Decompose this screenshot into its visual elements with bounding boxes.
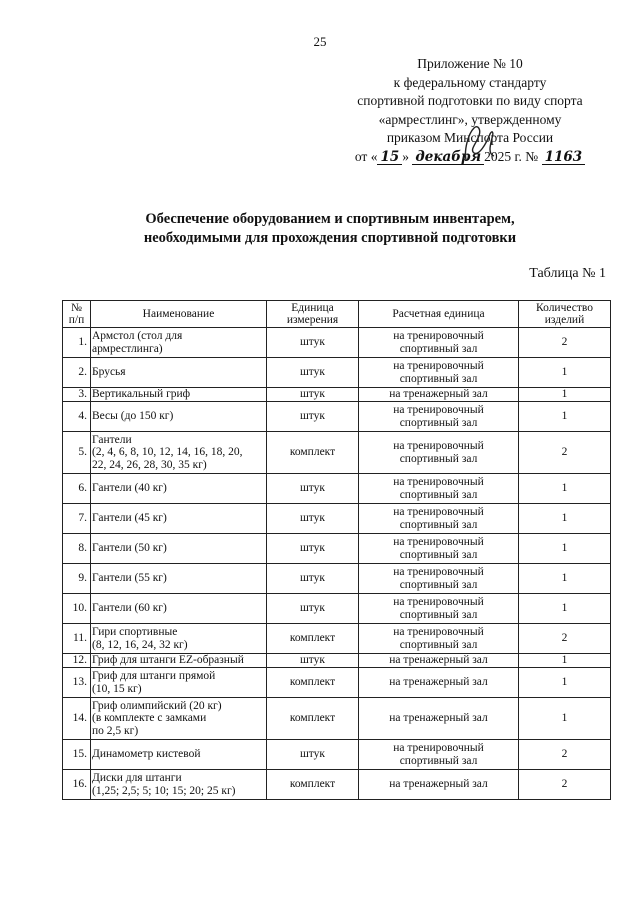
row-number: 15.: [63, 740, 91, 770]
order-number-handwritten: 1163: [542, 150, 586, 165]
calculation-unit-line: спортивный зал: [399, 372, 478, 385]
table-row: [63, 740, 611, 770]
calculation-unit-line: на тренировочный: [393, 440, 484, 452]
item-name-line: Гантели (45 кг): [92, 512, 167, 525]
header-line-appendix: Приложение № 10: [417, 56, 523, 71]
calculation-unit-line: спортивный зал: [399, 548, 478, 561]
header-qty-line-1: Количество: [536, 301, 593, 314]
item-name-line: Гантели (40 кг): [92, 482, 167, 495]
item-name-line: (2, 4, 6, 8, 10, 12, 14, 16, 18, 20,: [92, 446, 243, 459]
quantity: 1: [519, 564, 611, 594]
date-year: 2025 г. №: [484, 148, 539, 164]
row-number: 9.: [63, 564, 91, 594]
calculation-unit-line: на тренажерный зал: [389, 712, 488, 725]
calculation-unit: [359, 654, 519, 668]
quantity: 1: [519, 534, 611, 564]
quantity: 1: [519, 668, 611, 698]
calculation-unit-line: спортивный зал: [399, 638, 478, 651]
row-number: 1.: [63, 328, 91, 358]
unit-of-measure: комплект: [267, 432, 359, 474]
unit-of-measure: комплект: [267, 624, 359, 654]
unit-of-measure: штук: [267, 358, 359, 388]
row-number: 16.: [63, 770, 91, 800]
unit-of-measure: комплект: [267, 668, 359, 698]
calculation-unit-line: спортивный зал: [399, 452, 478, 465]
item-name-line: 22, 24, 26, 28, 30, 35 кг): [92, 458, 207, 471]
calculation-unit-line: спортивный зал: [399, 754, 478, 767]
quantity: 1: [519, 358, 611, 388]
calculation-unit-line: на тренировочный: [393, 330, 484, 342]
calculation-unit-line: на тренажерный зал: [389, 388, 488, 401]
row-number: 13.: [63, 668, 91, 698]
item-name: [91, 328, 267, 358]
table-row: [63, 328, 611, 358]
calculation-unit-line: на тренировочный: [393, 626, 484, 638]
quantity: 1: [519, 654, 611, 668]
unit-of-measure: штук: [267, 740, 359, 770]
item-name: [91, 432, 267, 474]
unit-of-measure: штук: [267, 534, 359, 564]
quantity: 2: [519, 432, 611, 474]
header-num: [63, 301, 91, 328]
quantity: 1: [519, 594, 611, 624]
header-num-line-2: п/п: [68, 314, 85, 326]
calculation-unit: [359, 328, 519, 358]
table-row: [63, 504, 611, 534]
calculation-unit: [359, 668, 519, 698]
item-name: [91, 504, 267, 534]
calculation-unit-line: на тренажерный зал: [389, 654, 488, 667]
item-name-line: Диски для штанги: [92, 772, 182, 784]
item-name-line: Брусья: [92, 366, 126, 379]
calculation-unit-line: на тренировочный: [393, 742, 484, 754]
item-name-line: Гантели (55 кг): [92, 572, 167, 585]
unit-of-measure: штук: [267, 402, 359, 432]
calculation-unit: [359, 740, 519, 770]
calculation-unit-line: спортивный зал: [399, 518, 478, 531]
calculation-unit-line: на тренировочный: [393, 506, 484, 518]
item-name: [91, 358, 267, 388]
calculation-unit: [359, 504, 519, 534]
table-label: Таблица № 1: [529, 266, 606, 281]
table-row: [63, 770, 611, 800]
table-row: [63, 388, 611, 402]
calculation-unit-line: спортивный зал: [399, 578, 478, 591]
calculation-unit: [359, 624, 519, 654]
calculation-unit-line: на тренажерный зал: [389, 676, 488, 689]
quantity: 1: [519, 474, 611, 504]
item-name: [91, 654, 267, 668]
quantity: 2: [519, 328, 611, 358]
item-name: [91, 668, 267, 698]
item-name-line: Гантели (60 кг): [92, 602, 167, 615]
title-line-1: Обеспечение оборудованием и спортивным инвентарем,: [145, 211, 515, 227]
item-name: [91, 402, 267, 432]
item-name: [91, 740, 267, 770]
item-name-line: Весы (до 150 кг): [92, 410, 174, 423]
quantity: 1: [519, 504, 611, 534]
date-mid: »: [402, 148, 409, 164]
row-number: 11.: [63, 624, 91, 654]
calculation-unit: [359, 432, 519, 474]
header-qty: [519, 301, 611, 328]
calculation-unit-line: спортивный зал: [399, 608, 478, 621]
unit-of-measure: штук: [267, 328, 359, 358]
unit-of-measure: штук: [267, 594, 359, 624]
item-name: [91, 698, 267, 740]
item-name: [91, 594, 267, 624]
row-number: 14.: [63, 698, 91, 740]
calculation-unit-line: на тренировочный: [393, 596, 484, 608]
calculation-unit: [359, 698, 519, 740]
item-name: [91, 388, 267, 402]
date-prefix: от «: [354, 148, 378, 164]
item-name-line: Гриф для штанги EZ-образный: [92, 654, 244, 667]
table-header-row: [63, 301, 611, 328]
item-name: [91, 474, 267, 504]
row-number: 6.: [63, 474, 91, 504]
table-row: [63, 534, 611, 564]
header-num-line-1: №: [71, 301, 82, 314]
table-row: [63, 358, 611, 388]
table-row: [63, 698, 611, 740]
row-number: 7.: [63, 504, 91, 534]
calculation-unit-line: на тренажерный зал: [389, 778, 488, 791]
header-line-order: приказом Минспорта России: [386, 130, 554, 145]
item-name-line: по 2,5 кг): [92, 724, 139, 737]
header-unit: [267, 301, 359, 328]
title-line-2: необходимыми для прохождения спортивной подготовки: [143, 230, 517, 246]
calculation-unit: [359, 534, 519, 564]
calculation-unit: [359, 770, 519, 800]
signature-scribble: [448, 120, 508, 162]
item-name: [91, 564, 267, 594]
item-name-line: Гири спортивные: [92, 626, 178, 638]
header-unit-line-2: измерения: [286, 314, 339, 326]
row-number: 5.: [63, 432, 91, 474]
item-name-line: армрестлинга): [92, 342, 163, 355]
calculation-unit: [359, 564, 519, 594]
calculation-unit-line: на тренировочный: [393, 566, 484, 578]
item-name-line: (8, 12, 16, 24, 32 кг): [92, 638, 188, 651]
quantity: 2: [519, 624, 611, 654]
item-name-line: Вертикальный гриф: [92, 388, 191, 401]
calculation-unit-line: на тренировочный: [393, 404, 484, 416]
unit-of-measure: комплект: [267, 770, 359, 800]
table-row: [63, 594, 611, 624]
item-name: [91, 624, 267, 654]
unit-of-measure: штук: [267, 474, 359, 504]
row-number: 3.: [63, 388, 91, 402]
table-body: [63, 328, 611, 800]
item-name-line: Динамометр кистевой: [92, 748, 201, 761]
row-number: 10.: [63, 594, 91, 624]
item-name-line: Армстол (стол для: [92, 330, 183, 342]
calculation-unit-line: на тренировочный: [393, 536, 484, 548]
calculation-unit-line: на тренировочный: [393, 360, 484, 372]
item-name-line: (в комплекте с замками: [92, 712, 207, 725]
table-row: [63, 402, 611, 432]
calculation-unit-line: спортивный зал: [399, 342, 478, 355]
unit-of-measure: штук: [267, 388, 359, 402]
calculation-unit: [359, 388, 519, 402]
unit-of-measure: штук: [267, 564, 359, 594]
equipment-table: [62, 300, 611, 800]
quantity: 1: [519, 698, 611, 740]
header-line-standard: к федеральному стандарту: [393, 74, 547, 90]
date-month-handwritten: декабря: [412, 150, 484, 165]
header-line-armwrestling: «армрестлинг», утвержденному: [378, 111, 562, 127]
row-number: 12.: [63, 654, 91, 668]
item-name-line: (10, 15 кг): [92, 682, 142, 695]
table-row: [63, 564, 611, 594]
table-row: [63, 654, 611, 668]
date-day-handwritten: 15: [377, 150, 402, 165]
header-name: Наименование: [91, 301, 267, 328]
item-name-line: (1,25; 2,5; 5; 10; 15; 20; 25 кг): [92, 784, 236, 797]
calculation-unit: [359, 474, 519, 504]
unit-of-measure: штук: [267, 654, 359, 668]
table-row: [63, 668, 611, 698]
quantity: 1: [519, 402, 611, 432]
quantity: 2: [519, 740, 611, 770]
item-name: [91, 534, 267, 564]
item-name: [91, 770, 267, 800]
calculation-unit-line: спортивный зал: [399, 416, 478, 429]
quantity: 1: [519, 388, 611, 402]
header-line-sport: спортивной подготовки по виду спорта: [357, 93, 583, 108]
quantity: 2: [519, 770, 611, 800]
item-name-line: Гантели (50 кг): [92, 542, 167, 555]
row-number: 2.: [63, 358, 91, 388]
header-unit-line-1: Единица: [291, 301, 334, 314]
calculation-unit: [359, 402, 519, 432]
calculation-unit-line: на тренировочный: [393, 476, 484, 488]
unit-of-measure: комплект: [267, 698, 359, 740]
calculation-unit-line: спортивный зал: [399, 488, 478, 501]
header-calc: Расчетная единица: [359, 301, 519, 328]
row-number: 4.: [63, 402, 91, 432]
page-number: 25: [313, 34, 327, 49]
header-qty-line-2: изделий: [544, 314, 585, 326]
calculation-unit: [359, 358, 519, 388]
table-row: [63, 474, 611, 504]
item-name-line: Гриф олимпийский (20 кг): [92, 699, 222, 712]
calculation-unit: [359, 594, 519, 624]
item-name-line: Гантели: [92, 433, 132, 446]
table-row: [63, 624, 611, 654]
document-title: [60, 210, 600, 248]
row-number: 8.: [63, 534, 91, 564]
unit-of-measure: штук: [267, 504, 359, 534]
table-row: [63, 432, 611, 474]
item-name-line: Гриф для штанги прямой: [92, 670, 216, 682]
